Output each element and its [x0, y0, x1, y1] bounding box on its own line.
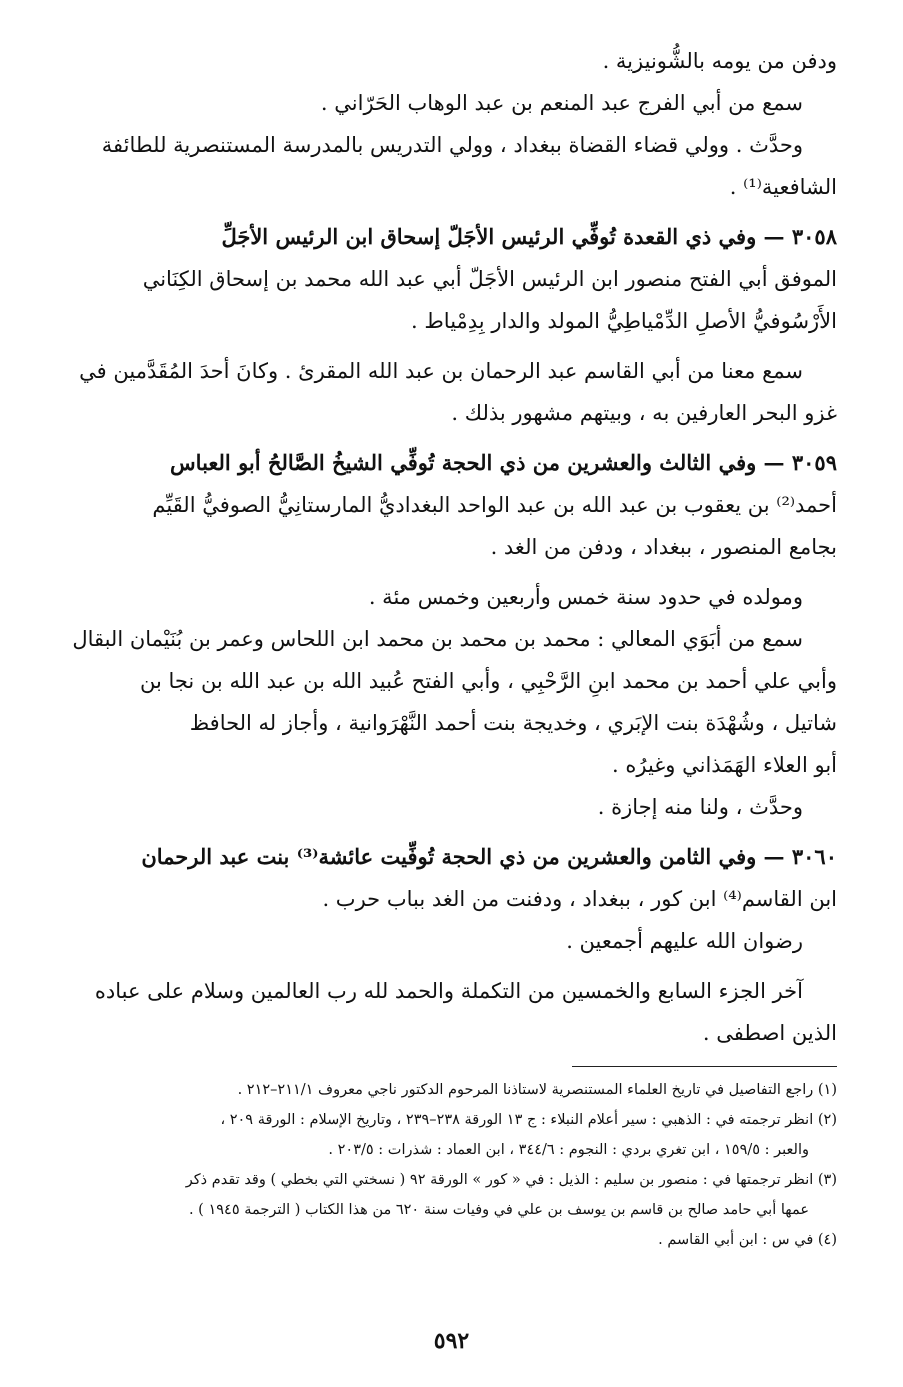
- entry-3060-heading: ٣٠٦٠ — وفي الثامن والعشرين من ذي الحجة تُوفِّيت عائشة⁽³⁾ بنت عبد الرحمان: [141, 844, 837, 869]
- text-line: غزو البحر العارفين به ، وبيتهم مشهور بذلك .: [451, 401, 837, 425]
- text-line: ابن القاسم⁽⁴⁾ ابن كور ، ببغداد ، ودفنت من الغد بباب حرب .: [322, 887, 837, 911]
- text-line: وحدَّث ، ولنا منه إجازة .: [597, 795, 803, 819]
- text-line: بجامع المنصور ، ببغداد ، ودفن من الغد .: [490, 535, 837, 559]
- text-line: سمع من أبَوَي المعالي : محمد بن محمد بن محمد ابن اللحاس وعمر بن بُنَيْمان البقال: [72, 627, 803, 651]
- footnote-divider: [572, 1066, 837, 1067]
- entry-3059-heading: ٣٠٥٩ — وفي الثالث والعشرين من ذي الحجة تُوفِّي الشيخُ الصَّالحُ أبو العباس: [170, 450, 837, 475]
- text-line: رضوان الله عليهم أجمعين .: [566, 929, 803, 953]
- colophon-line: الذين اصطفى .: [702, 1021, 837, 1045]
- text-line: الشافعية⁽¹⁾ .: [729, 175, 837, 199]
- text-line: وأبي علي أحمد بن محمد ابنِ الرَّحْبِي ، وأبي الفتح عُبيد الله بن عبد الله بن نجا بن: [139, 669, 837, 693]
- text-line: سمع معنا من أبي القاسم عبد الرحمان بن عبد الله المقرئ . وكانَ أحدَ المُقَدَّمين في: [79, 359, 803, 383]
- text-line: الموفق أبي الفتح منصور ابن الرئيس الأجَلّ أبي عبد الله محمد بن إسحاق الكِنَاني: [142, 267, 837, 291]
- footnote-2-continued: والعبر : ١٥٩/٥ ، ابن تغري بردي : النجوم : ٣٤٤/٦ ، ابن العماد : شذرات : ٢٠٣/٥ .: [328, 1142, 809, 1158]
- text-line: أبو العلاء الهَمَذاني وغيرُه .: [612, 753, 837, 777]
- footnote-3: (٣) انظر ترجمتها في : منصور بن سليم : الذيل : في « كور » الورقة ٩٢ ( نسختي التي بخطي ) وقد تقدم ذكر: [185, 1172, 837, 1188]
- footnote-4: (٤) في س : ابن أبي القاسم .: [658, 1232, 837, 1248]
- text-line: سمع من أبي الفرج عبد المنعم بن عبد الوهاب الحَرّاني .: [320, 91, 803, 115]
- colophon-line: آخر الجزء السابع والخمسين من التكملة والحمد لله رب العالمين وسلام على عباده: [94, 979, 803, 1003]
- text-line: شاتيل ، وشُهْدَة بنت الإبَري ، وخديجة بنت أحمد النَّهْرَوانية ، وأجاز له الحافظ: [189, 711, 837, 735]
- footnote-1: (١) راجع التفاصيل في تاريخ العلماء المستنصرية لاستاذنا المرحوم الدكتور ناجي معروف ٢١١/١–٢١٢ .: [237, 1082, 837, 1098]
- text-line: الأَرْسُوفيُّ الأصلِ الدِّمْياطِيُّ المولد والدار بِدِمْياط .: [411, 309, 837, 333]
- entry-3058-heading: ٣٠٥٨ — وفي ذي القعدة تُوفِّي الرئيس الأجَلّ إسحاق ابن الرئيس الأجَلِّ: [221, 224, 837, 249]
- footnote-2: (٢) انظر ترجمته في : الذهبي : سير أعلام النبلاء : ج ١٣ الورقة ٢٣٨–٢٣٩ ، وتاريخ الإسلام : الورقة ٢٠٩ ،: [220, 1112, 837, 1128]
- text-line: ومولده في حدود سنة خمس وأربعين وخمس مئة .: [368, 585, 803, 609]
- text-line: أحمد⁽²⁾ بن يعقوب بن عبد الله بن عبد الواحد البغداديُّ المارستانِيُّ الصوفيُّ القَيِّم: [152, 493, 837, 517]
- text-line: ودفن من يومه بالشُّونيزية .: [602, 49, 837, 73]
- footnote-3-continued: عمها أبي حامد صالح بن قاسم بن يوسف بن علي في وفيات سنة ٦٢٠ من هذا الكتاب ( الترجمة ١٩٤٥ ) .: [188, 1202, 809, 1218]
- footnotes: [40, 1075, 837, 1255]
- page-number: ٥٩٢: [433, 1328, 470, 1354]
- main-text: [40, 40, 837, 1054]
- text-line: وحدَّث . وولي قضاء القضاة ببغداد ، وولي التدريس بالمدرسة المستنصرية للطائفة: [101, 133, 803, 157]
